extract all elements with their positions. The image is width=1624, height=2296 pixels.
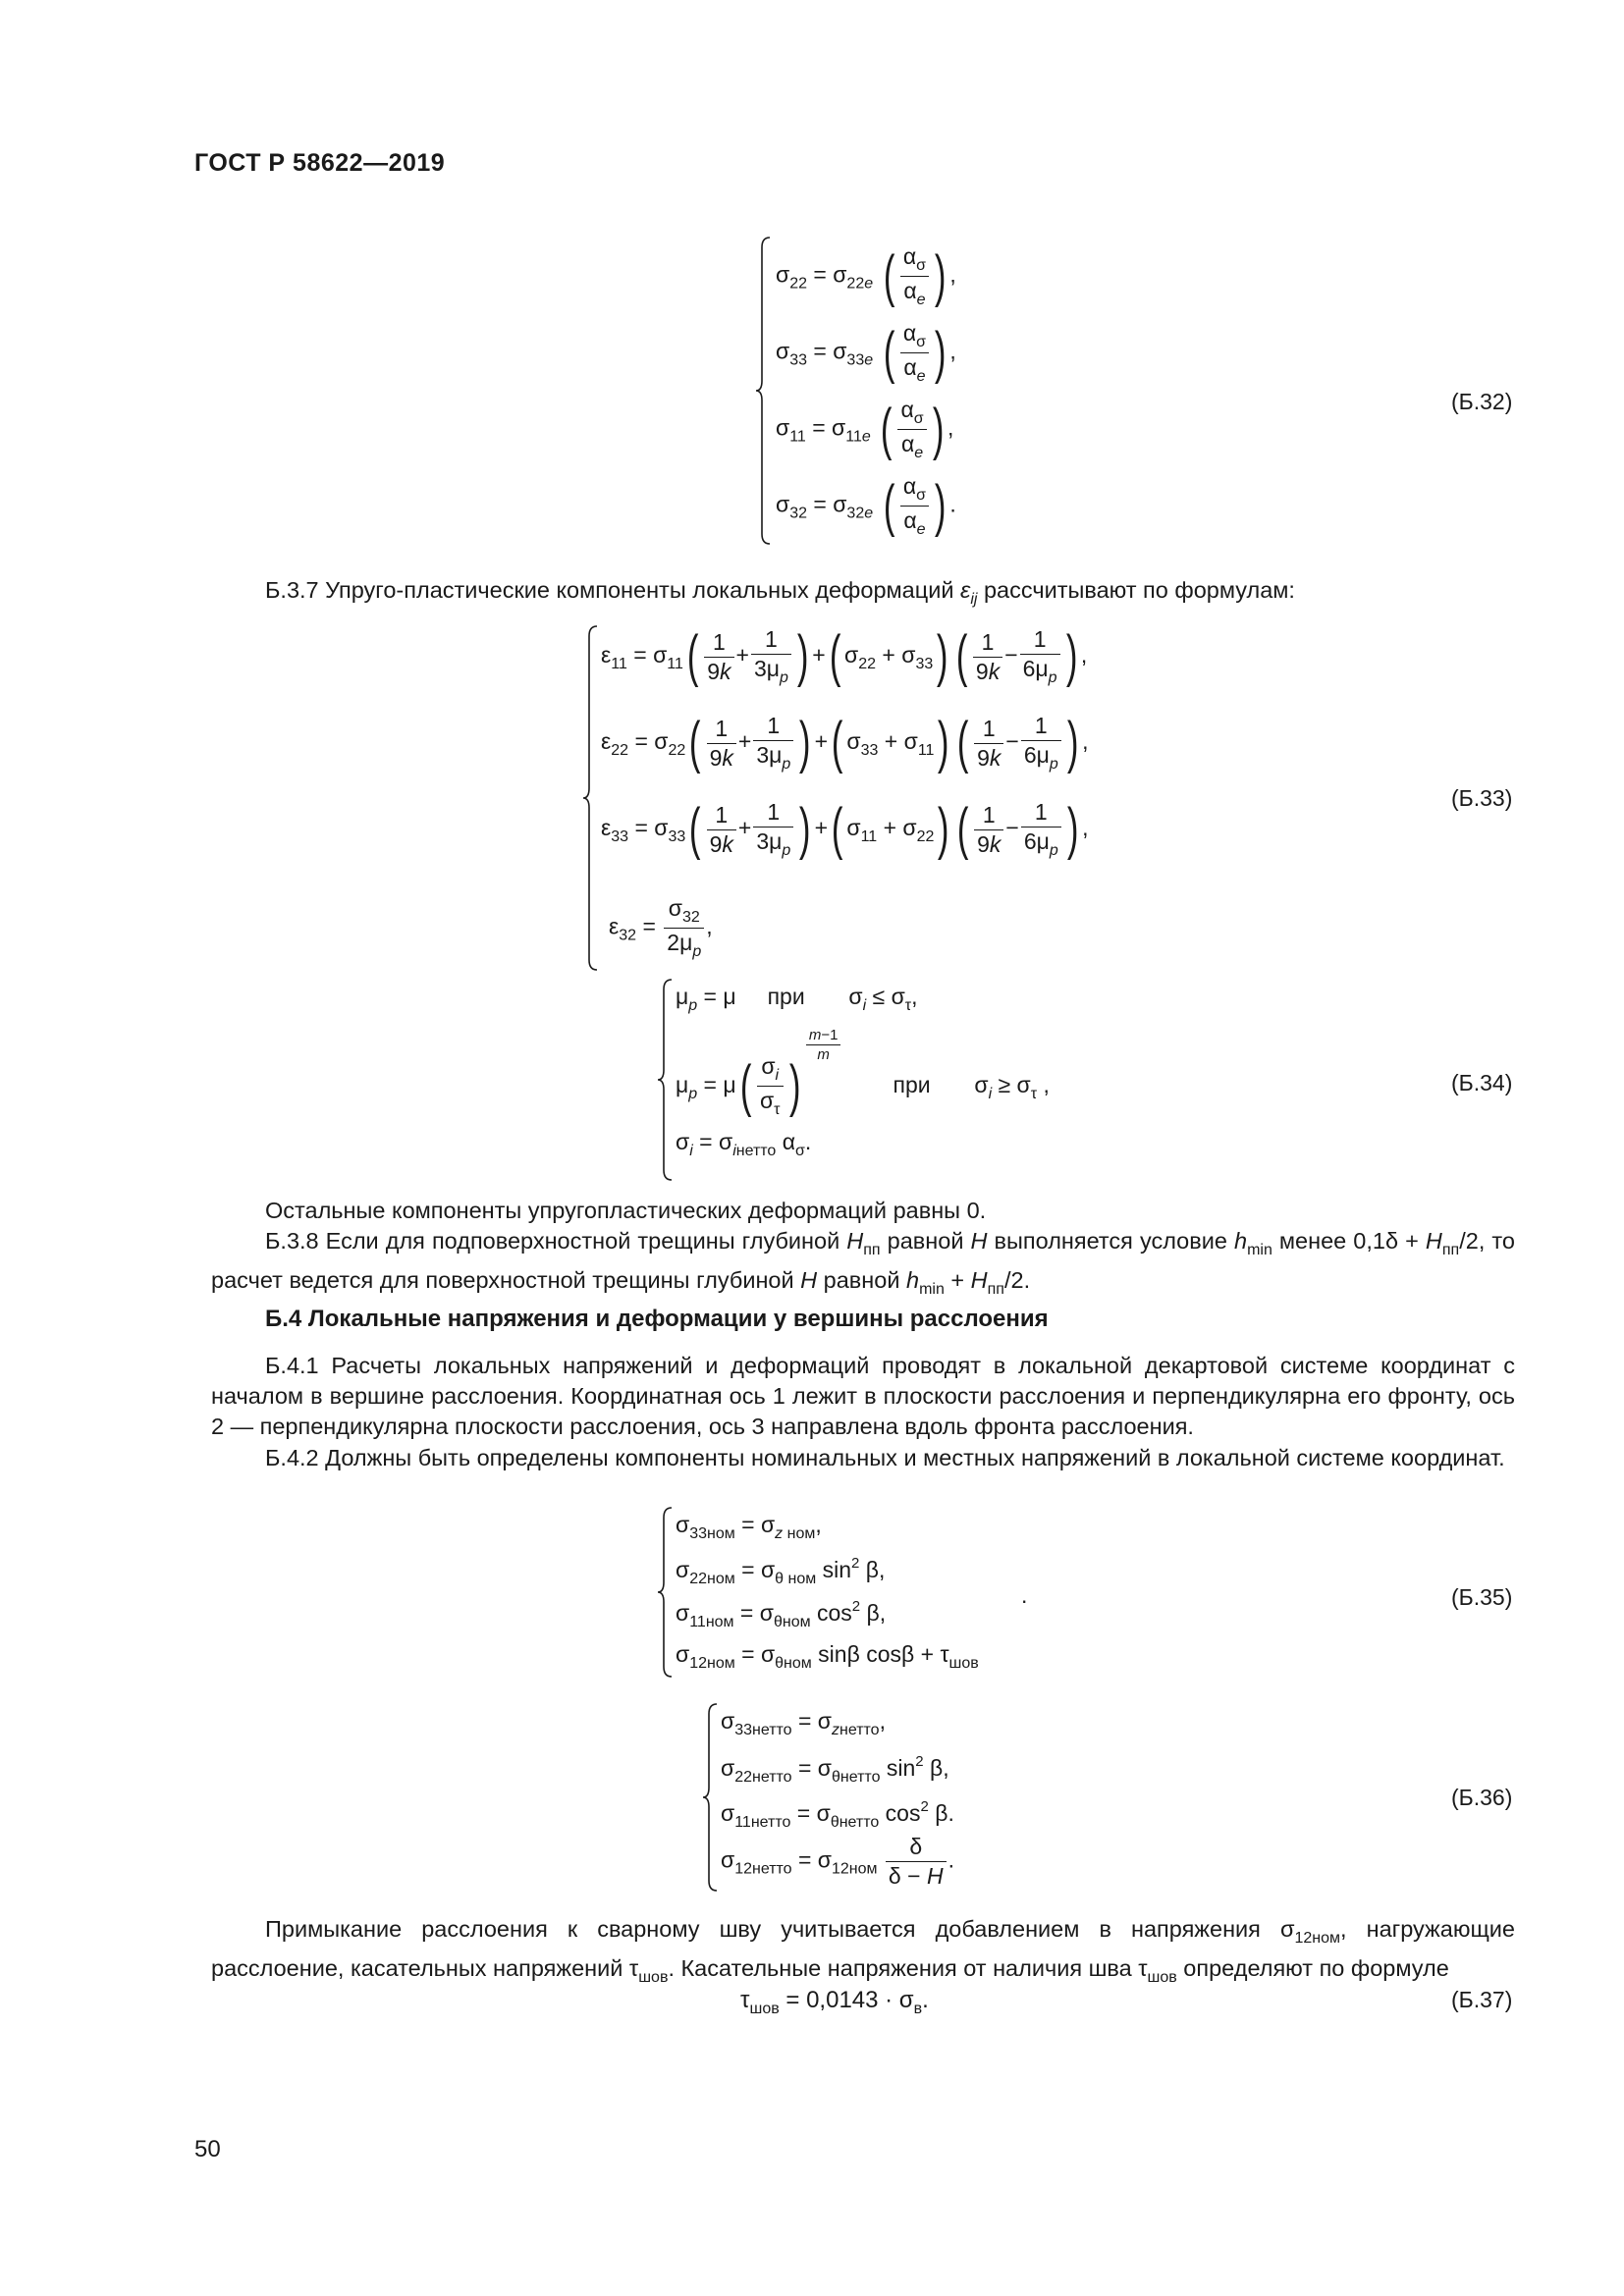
eq-b36-row4: $\sigma_{12нетто} = \sigma_{12ном}$ $\frac{\delta}{\delta - H}$ . xyxy=(721,1834,954,1889)
eq-b35-row1: $\sigma_{33ном} = \sigma_{z ном}$, xyxy=(676,1512,822,1542)
paragraph-adjacency: Примыкание расслоения к сварному шву учитывается добавлением в напряжения $\sigma_{12ном}$, нагружающие расслоение, касательных напряжений $\tau_{шов}$. Касательные напряжения от наличия шва $\tau_{шов}$ определяют по формуле xyxy=(211,1916,1515,1986)
equation-number-b36: (Б.36) xyxy=(1451,1785,1513,1810)
eq-b35-row4: $\sigma_{12ном} = \sigma_{\theta ном}$ sinβ $\cos\beta + \tau_{шов}$ xyxy=(676,1641,979,1672)
eq-b32-row4: $\sigma_{32} = \sigma_{32e}$ ( $\frac{\alpha_\sigma}{\alpha_e}$ ) . xyxy=(776,473,956,538)
eq-b32-row3: $\sigma_{11} = \sigma_{11e}$ ( $\frac{\alpha_\sigma}{\alpha_e}$ ) , xyxy=(776,397,954,461)
brace-b32 xyxy=(754,236,774,546)
brace-b34 xyxy=(656,978,676,1182)
eq-b34-row1: $\mu_p = \mu$ при $\sigma_i \le \sigma_\tau$, xyxy=(676,984,918,1014)
paragraph-b37: Б.3.7 Упруго-пластические компоненты локальных деформаций $\varepsilon_{ij}$ рассчитывают по формулам: xyxy=(265,577,1295,608)
page-number: 50 xyxy=(194,2136,221,2163)
eq-b36-row2: $\sigma_{22нетто} = \sigma_{\theta нетто}$ $\sin^2 \beta$, xyxy=(721,1753,949,1786)
equation-number-b35: (Б.35) xyxy=(1451,1584,1513,1610)
paragraph-b42: Б.4.2 Должны быть определены компоненты номинальных и местных напряжений в локальной системе координат. xyxy=(265,1445,1505,1470)
equation-number-b34: (Б.34) xyxy=(1451,1070,1513,1095)
eq-b33-row3: $\varepsilon_{33} = \sigma_{33}$( $\frac{1}{9k}$ + $\frac{1}{3\mu_p}$ ) +( $\sigma_{11} + \sigma_{22}$) ( $\frac{1}{9k}$ − $\frac{1}{6\mu_p}$ ) , xyxy=(601,797,1089,861)
eq-b37: $\tau_{шов} = 0,0143 \cdot \sigma_в$. xyxy=(740,1987,929,2017)
eq-b33-row1: $\varepsilon_{11} = \sigma_{11}$( $\frac{1}{9k}$ + $\frac{1}{3\mu_p}$ ) +( $\sigma_{22} + \sigma_{33}$) ( $\frac{1}{9k}$ − $\frac{1}{6\mu_p}$ ) , xyxy=(601,624,1088,688)
brace-b33 xyxy=(581,624,601,972)
eq-b36-row3: $\sigma_{11нетто} = \sigma_{\theta нетто}$ $\cos^2 \beta$. xyxy=(721,1798,954,1831)
eq-b33-row4: $\varepsilon_{32}$ = $\frac{\sigma_{32}}{2\mu_p}$ , xyxy=(609,895,713,960)
eq-b32-row1: $\sigma_{22} = \sigma_{22e}$ ( $\frac{\alpha_\sigma}{\alpha_e}$ ) , xyxy=(776,243,956,308)
equation-number-b37: (Б.37) xyxy=(1451,1987,1513,2012)
brace-b36 xyxy=(701,1702,721,1893)
eq-b34-row2: $\mu_p = \mu$( $\frac{\sigma_i}{\sigma_\tau}$ ) $\frac{m-1}{m}$ при $\sigma_i \ge \sigma_\tau$ , xyxy=(676,1027,1050,1119)
eq-b34-row3: $\sigma_i = \sigma_{iнетто}$ $\alpha_\sigma$. xyxy=(676,1129,812,1159)
eq-b35-row2: $\sigma_{22ном} = \sigma_{\theta ном}$ $\sin^2 \beta$, xyxy=(676,1555,886,1587)
eq-b35-dot: . xyxy=(1021,1582,1028,1608)
eq-b36-row1: $\sigma_{33нетто} = \sigma_{zнетто}$, xyxy=(721,1708,886,1738)
eq-b35-row3: $\sigma_{11ном} = \sigma_{\theta ном}$ $\cos^2 \beta$, xyxy=(676,1598,887,1630)
section-heading-b4: Б.4 Локальные напряжения и деформации у вершины расслоения xyxy=(265,1306,1049,1332)
eq-b33-row2: $\varepsilon_{22} = \sigma_{22}$( $\frac{1}{9k}$ + $\frac{1}{3\mu_p}$ ) +( $\sigma_{33} + \sigma_{11}$) ( $\frac{1}{9k}$ − $\frac{1}{6\mu_p}$ ) , xyxy=(601,711,1089,774)
document-header: ГОСТ Р 58622—2019 xyxy=(194,149,446,177)
eq-b32-row2: $\sigma_{33} = \sigma_{33e}$ ( $\frac{\alpha_\sigma}{\alpha_e}$ ) , xyxy=(776,320,956,385)
equation-number-b33: (Б.33) xyxy=(1451,785,1513,811)
paragraph-b41: Б.4.1 Расчеты локальных напряжений и деформаций проводят в локальной декартовой системе координат с началом в вершине расслоения. Координатная ось 1 лежит в плоскости расслоения и перпендикулярна его фронту, ось 2 — перпендикулярна плоскости расслоения, ось 3 направлена вдоль фронта расслоения. xyxy=(211,1353,1515,1439)
paragraph-rest-components: Остальные компоненты упругопластических деформаций равны 0. xyxy=(265,1198,987,1223)
paragraph-b38: Б.3.8 Если для подповерхностной трещины глубиной $H_{пп}$ равной H выполняется условие $h_{min}$ менее $0,1\delta + H_{пп}/2$, то расчет ведется для поверхностной трещины глубиной H равной $h_{min} + H_{пп}/2$. xyxy=(211,1228,1515,1298)
brace-b35 xyxy=(656,1506,676,1679)
equation-number-b32: (Б.32) xyxy=(1451,389,1513,414)
